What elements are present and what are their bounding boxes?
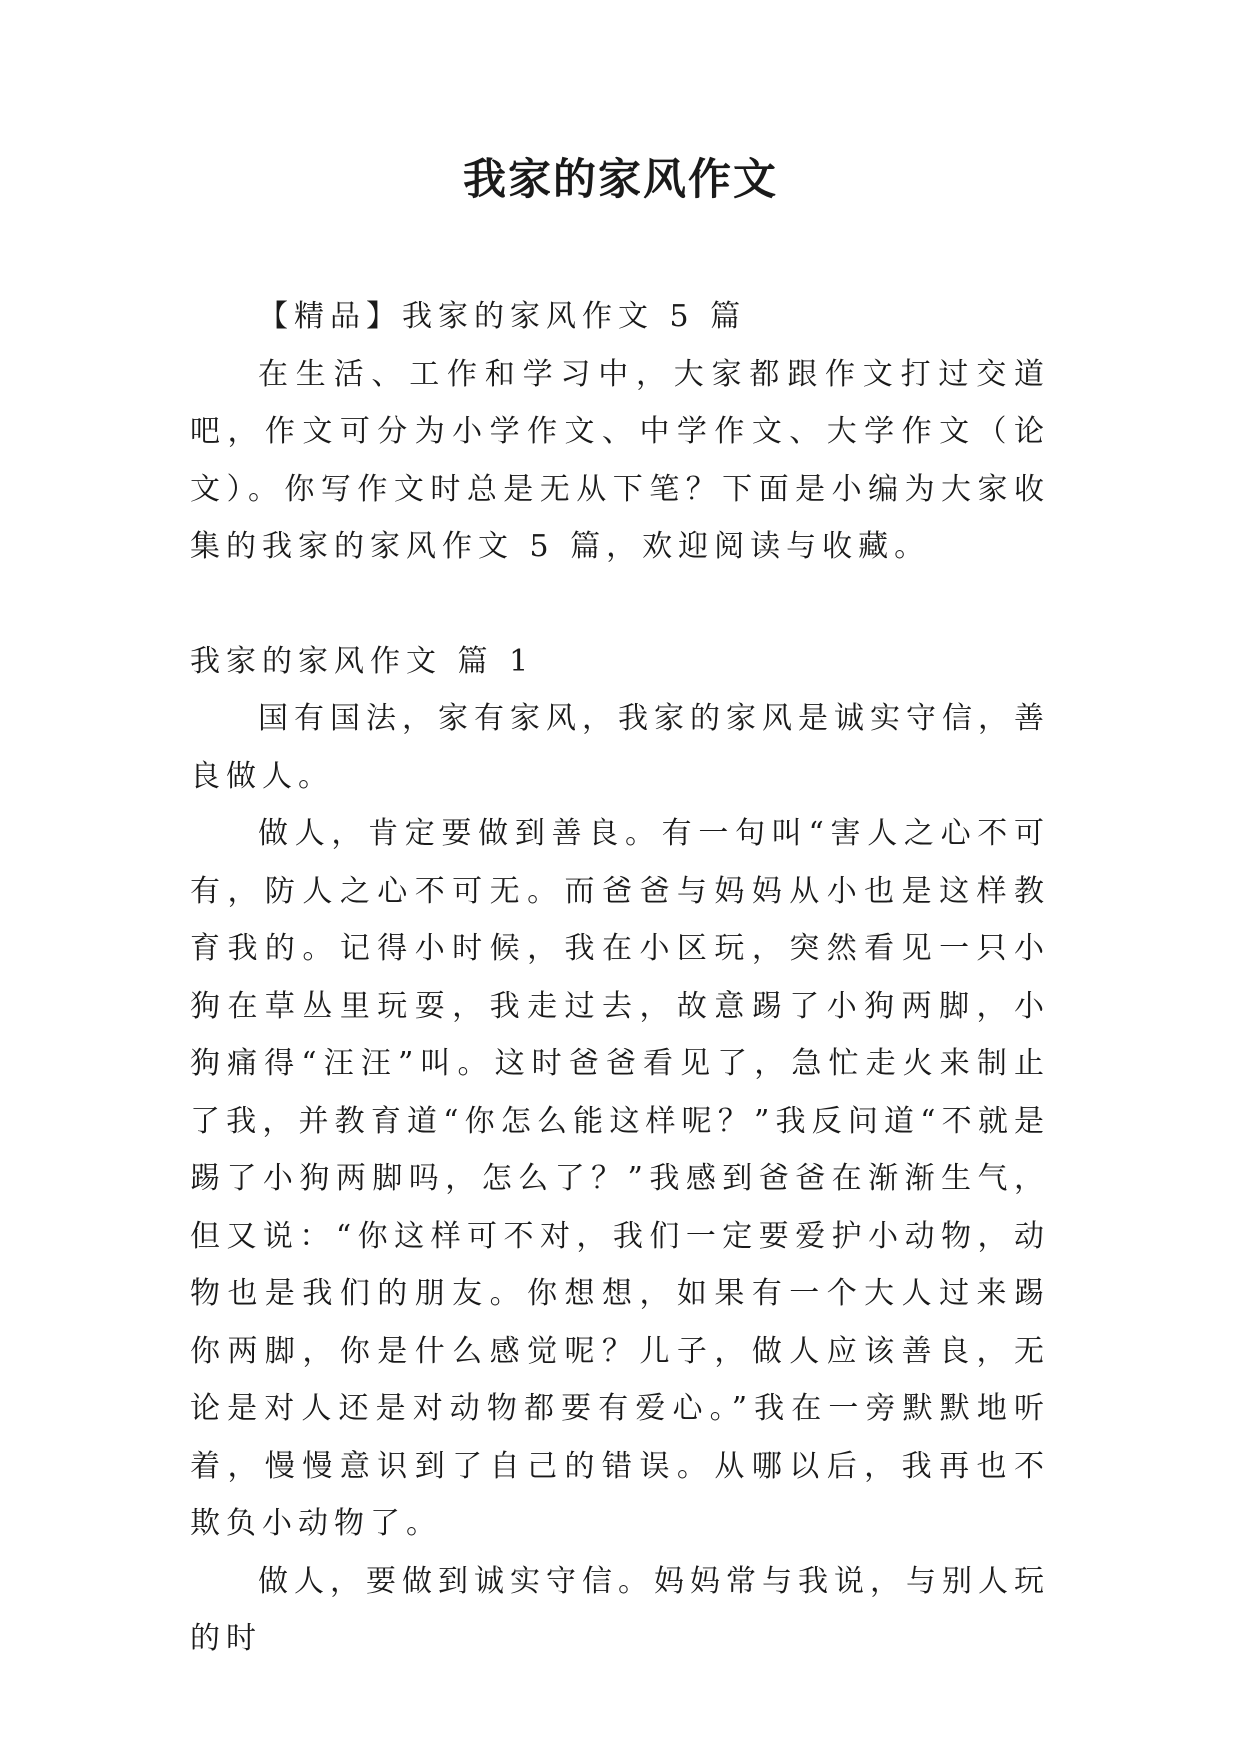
section-heading: 我家的家风作文 篇 1 <box>190 643 535 679</box>
body-paragraph-1: 国有国法，家有家风，我家的家风是诚实守信，善良做人。 <box>190 701 1050 794</box>
document-body <box>190 288 1050 1668</box>
document-title: 我家的家风作文 <box>463 155 778 205</box>
body-paragraph-3: 做人，要做到诚实守信。妈妈常与我说，与别人玩的时 <box>190 1563 1050 1656</box>
body-paragraph-2: 做人，肯定要做到善良。有一句叫“害人之心不可有，防人之心不可无。而爸爸与妈妈从小也是这样教育我的。记得小时候，我在小区玩，突然看见一只小狗在草丛里玩耍，我走过去，故意踢了小狗两脚，小狗痛得“汪汪”叫。这时爸爸看见了，急忙走火来制止了我，并教育道“你怎么能这样呢？”我反问道“不就是踢了小狗两脚吗，怎么了？”我感到爸爸在渐渐生气，但又说：“你这样可不对，我们一定要爱护小动物，动物也是我们的朋友。你想想，如果有一个大人过来踢你两脚，你是什么感觉呢？儿子，做人应该善良，无论是对人还是对动物都要有爱心。”我在一旁默默地听着，慢慢意识到了自己的错误。从哪以后，我再也不欺负小动物了。 <box>190 816 1050 1541</box>
document-subtitle: 【精品】我家的家风作文 5 篇 <box>258 299 747 334</box>
intro-paragraph: 在生活、工作和学习中，大家都跟作文打过交道吧，作文可分为小学作文、中学作文、大学作文（论文）。你写作文时总是无从下笔？下面是小编为大家收集的我家的家风作文 5 篇，欢迎阅读与收藏。 <box>190 356 1050 564</box>
